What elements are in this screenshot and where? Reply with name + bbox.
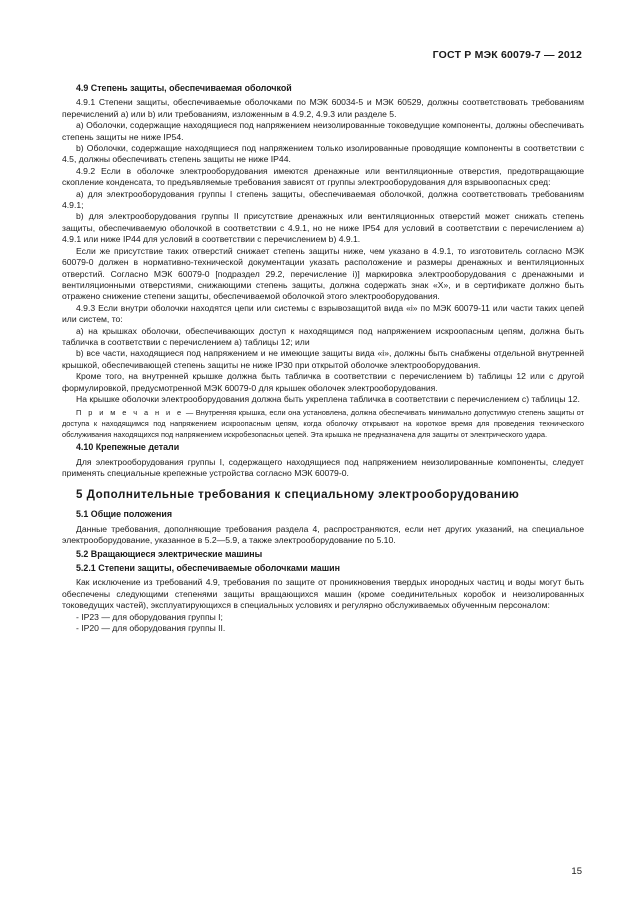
paragraph-4-9-3-b: b) все части, находящиеся под напряжением и не имеющие защиты вида «i», должны быть снабжены отдельной внутренней крышкой, обеспечивающей степень защиты не ниже IP30 при открытой оболочке электрооборудования.	[62, 348, 584, 370]
section-heading-5-1: 5.1 Общие положения	[76, 509, 173, 520]
paragraph-4-9-1-a: a) Оболочки, содержащие находящиеся под напряжением неизолированные токоведущие компоненты, должны обеспечивать степень защиты не ниже IP54.	[62, 120, 584, 142]
paragraph-4-9-3-a: a) на крышках оболочки, обеспечивающих доступ к находящимся под напряжением искроопасным цепям, должна быть табличка в соответствии с перечислением a) таблицы 12; или	[62, 325, 584, 347]
section-heading-5-2-1: 5.2.1 Степени защиты, обеспечиваемые оболочками машин	[76, 563, 340, 573]
paragraph-4-10: Для электрооборудования группы I, содержащего находящиеся под напряжением неизолированные компоненты, следует применять специальные крепежные устройства согласно МЭК 60079-0.	[62, 456, 584, 478]
paragraph-inner-cover: Кроме того, на внутренней крышке должна быть табличка в соответствии с перечислением b) таблицы 12 или с другой формулировкой, предусмотренной МЭК 60079-0 для крышек оболочек электрооборудования.	[62, 371, 584, 393]
section-heading-4-9: 4.9 Степень защиты, обеспечиваемая оболочкой	[76, 83, 292, 93]
section-heading-5-2: 5.2 Вращающиеся электрические машины	[76, 548, 263, 559]
document-code-header: ГОСТ Р МЭК 60079-7 — 2012	[432, 49, 582, 61]
paragraph-4-9-2-b: b) для электрооборудования группы II присутствие дренажных или вентиляционных отверстий может снижать степень защиты, обеспечиваемую оболочкой в соответствии с 4.9.1, но не ниже IP54 для условий в соответствии с перечислением a) 4.9.1 или ниже IP44 для условий в соответствии с перечислением b) 4.9.1.	[62, 211, 584, 245]
document-body	[62, 81, 584, 634]
note-text: — Внутренняя крышка, если она установлена, должна обеспечивать минимально допустимую степень защиты от доступа к находящимся под напряжением искроопасным цепям, когда оболочку открывают на короткое время для проведения технического обслуживания находящихся под напряжением искробезопасных цепей. Эта крышка не предназначена для защиты от электрического удара.	[62, 408, 584, 439]
page-number: 15	[571, 866, 582, 877]
paragraph-4-9-2-a: a) для электрооборудования группы I степень защиты, обеспечиваемая оболочкой, должна соответствовать требованиям 4.9.1;	[62, 188, 584, 211]
paragraph-4-9-2: 4.9.2 Если в оболочке электрооборудования имеются дренажные или вентиляционные отверстия, предотвращающие скопление конденсата, то предъявляемые требования зависят от группы электрооборудования для взрывоопасных сред:	[62, 165, 584, 188]
chapter-heading-5: 5 Дополнительные требования к специальному электрооборудованию	[76, 488, 520, 502]
section-heading-4-10: 4.10 Крепежные детали	[76, 442, 180, 453]
paragraph-4-9-1-b: b) Оболочки, содержащие находящиеся под напряжением только изолированные проводящие компоненты в соответствии с 4.5, должны обеспечивать степень защиты не ниже IP44.	[62, 143, 584, 165]
note-label: П р и м е ч а н и е	[76, 408, 184, 418]
paragraph-4-9-3: 4.9.3 Если внутри оболочки находятся цепи или системы с взрывозащитой вида «i» по МЭК 60079-11 или части таких цепей или систем, то:	[62, 302, 584, 325]
paragraph-outer-cover: На крышке оболочки электрооборудования должна быть укреплена табличка в соответствии с перечислением c) таблицы 12.	[76, 393, 580, 404]
paragraph-4-9-2-note: Если же присутствие таких отверстий снижает степень защиты ниже, чем указано в 4.9.1, то изготовитель согласно МЭК 60079-0 должен в нормативно-технической документации указать расположение и размеры дренажных и вентиляционных отверстий. Согласно МЭК 60079-0 [подраздел 29.2, перечисление i)] маркировка электрооборудования с дренажными и вентиляционными отверстиями, снижающими степень защиты, должна содержать знак «X», и в сертификате должно быть отражено снижение степени защиты, обеспечиваемой оболочкой этого электрооборудования.	[62, 245, 584, 302]
paragraph-5-1: Данные требования, дополняющие требования раздела 4, распространяются, если нет других указаний, на специальное электрооборудование, указанное в 5.2—5.9, а также электрооборудование по 5.10.	[62, 523, 584, 546]
list-item-ip23: - IP23 — для оборудования группы I;	[76, 611, 223, 622]
note-paragraph	[62, 408, 584, 440]
list-item-ip20: - IP20 — для оборудования группы II.	[76, 623, 226, 634]
paragraph-4-9-1: 4.9.1 Степени защиты, обеспечиваемые оболочками по МЭК 60034-5 и МЭК 60529, должны соответствовать требованиям перечислений a) или b) или требованиям, изложенным в 4.9.2, 4.9.3 или разделе 5.	[62, 97, 584, 119]
paragraph-5-2-1: Как исключение из требований 4.9, требования по защите от проникновения твердых инородных частиц и воды могут быть обеспечены следующими степенями защиты вращающихся машин (кроме соединительных коробок и неизолированных токоведущих частей), эксплуатирующихся в специальных условиях и регулярно обслуживаемых обученным персоналом:	[62, 577, 584, 611]
